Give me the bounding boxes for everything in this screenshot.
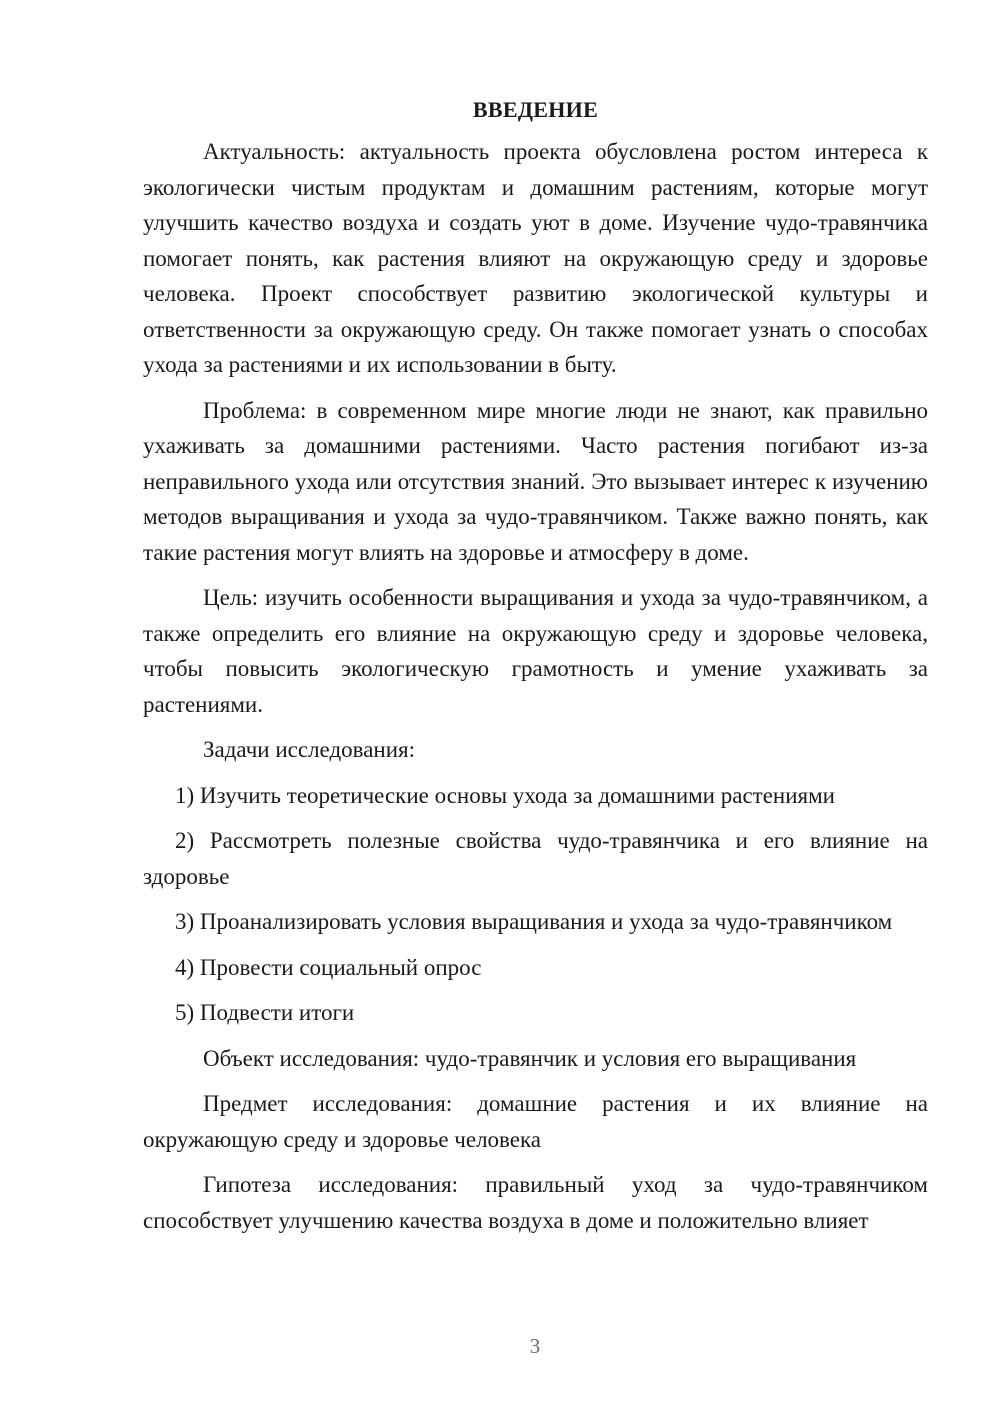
task-item-1: 1) Изучить теоретические основы ухода за домашними растениями: [175, 782, 835, 808]
object-paragraph: Объект исследования: чудо-травянчик и условия его выращивания: [203, 1045, 857, 1071]
page-title: ВВЕДЕНИЕ: [472, 97, 599, 122]
subject-paragraph: Предмет исследования: домашние растения и их влияние на окружающую среду и здоровье человека: [143, 1091, 928, 1152]
relevance-paragraph: Актуальность: актуальность проекта обусловлена ростом интереса к экологически чистым продуктам и домашним растениям, которые могут улучшить качество воздуха и создать уют в доме. Изучение чудо-травянчика помогает понять, как растения влияют на окружающую среду и здоровье человека. Проект способствует развитию экологической культуры и ответственности за окружающую среду. Он также помогает узнать о способах ухода за растениями и их использовании в быту.: [143, 139, 928, 377]
problem-paragraph: Проблема: в современном мире многие люди не знают, как правильно ухаживать за домашними растениями. Часто растения погибают из-за неправильного ухода или отсутствия знаний. Это вызывает интерес к изучению методов выращивания и ухода за чудо-травянчиком. Также важно понять, как такие растения могут влиять на здоровье и атмосферу в доме.: [143, 397, 928, 565]
task-item-2: 2) Рассмотреть полезные свойства чудо-травянчика и его влияние на здоровье: [143, 828, 928, 889]
task-item-3: 3) Проанализировать условия выращивания и ухода за чудо-травянчиком: [175, 909, 893, 934]
task-item-5: 5) Подвести итоги: [175, 1000, 355, 1025]
tasks-heading: Задачи исследования:: [203, 737, 416, 762]
page-number: 3: [529, 1334, 541, 1358]
hypothesis-paragraph: Гипотеза исследования: правильный уход за чудо-травянчиком способствует улучшению качества воздуха в доме и положительно влияет: [143, 1172, 928, 1233]
task-item-4: 4) Провести социальный опрос: [175, 954, 482, 980]
goal-paragraph: Цель: изучить особенности выращивания и ухода за чудо-травянчиком, а также определить его влияние на окружающую среду и здоровье человека, чтобы повысить экологическую грамотность и умение ухаживать за растениями.: [143, 585, 928, 717]
page-content: [143, 94, 928, 1238]
